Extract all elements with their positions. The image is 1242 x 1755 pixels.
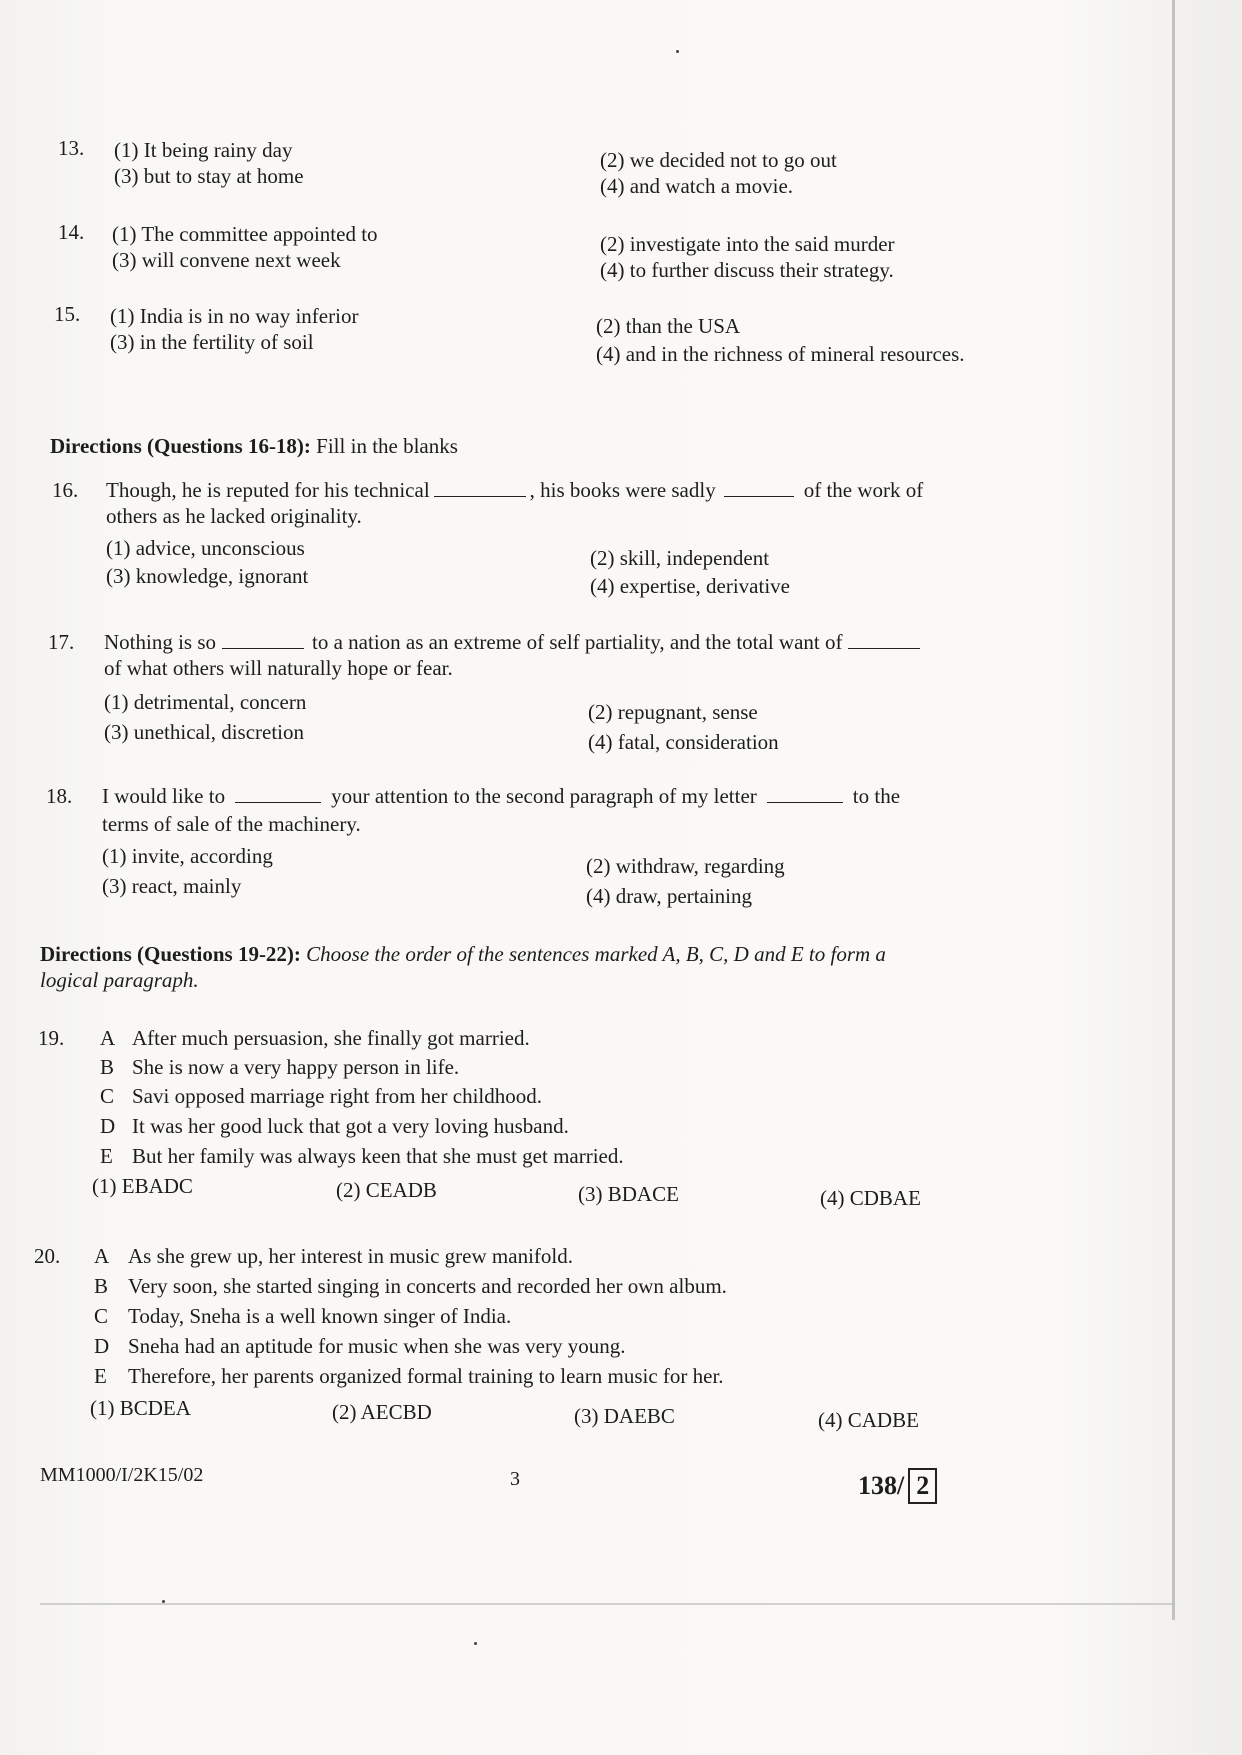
question-number: 20. (34, 1244, 61, 1268)
question-text-line-1 (106, 476, 923, 504)
directions-19-22 (40, 940, 886, 968)
answer-option-2: (2) CEADB (336, 1178, 437, 1202)
option-3: (3) knowledge, ignorant (106, 564, 309, 588)
sentence-letter: C (94, 1304, 109, 1328)
option-2: (2) investigate into the said murder (600, 232, 895, 256)
sentence-text: Very soon, she started singing in concerts and recorded her own album. (128, 1274, 727, 1298)
scan-speck (162, 1600, 165, 1603)
sentence-text: Therefore, her parents organized formal training to learn music for her. (128, 1364, 724, 1388)
sentence-letter: B (100, 1055, 115, 1079)
option-2: (2) than the USA (596, 314, 741, 338)
option-4: (4) and watch a movie. (600, 174, 794, 198)
question-number: 18. (46, 784, 73, 808)
blank (222, 628, 304, 649)
option-1: (1) It being rainy day (114, 138, 293, 162)
series-prefix: 138/ (858, 1471, 905, 1500)
scan-edge-bottom (40, 1603, 1175, 1605)
series-number (858, 1468, 937, 1504)
answer-option-3: (3) BDACE (578, 1182, 679, 1206)
sentence-letter: B (94, 1274, 109, 1298)
directions-label: Directions (Questions 16-18): (50, 434, 311, 458)
sentence-text: She is now a very happy person in life. (132, 1055, 460, 1079)
text-segment: Though, he is reputed for his technical (106, 478, 430, 502)
answer-option-4: (4) CDBAE (820, 1186, 921, 1210)
question-17 (48, 628, 1168, 758)
directions-text-line-1: Choose the order of the sentences marked A, B, C, D and E to form a (300, 942, 886, 966)
option-4: (4) expertise, derivative (590, 574, 790, 598)
question-19 (38, 1024, 1158, 1214)
question-14 (58, 218, 1158, 288)
option-3: (3) unethical, discretion (104, 720, 305, 744)
sentence-text: Today, Sneha is a well known singer of India. (128, 1304, 512, 1328)
blank (767, 782, 843, 803)
option-1: (1) advice, unconscious (106, 536, 305, 560)
text-segment: , his books were sadly (529, 478, 716, 502)
directions-19-22-line-2 (40, 966, 199, 994)
sentence-letter: E (94, 1364, 107, 1388)
page-number: 3 (510, 1468, 520, 1490)
question-15 (54, 300, 1154, 370)
sentence-letter: A (94, 1244, 110, 1268)
answer-option-1: (1) BCDEA (90, 1396, 191, 1420)
sentence-letter: D (100, 1114, 116, 1138)
option-3: (3) in the fertility of soil (110, 330, 314, 354)
scan-speck (474, 1642, 477, 1645)
sentence-letter: E (100, 1144, 113, 1168)
paper-code: MM1000/I/2K15/02 (40, 1464, 204, 1486)
question-number: 15. (54, 302, 81, 326)
directions-text: Fill in the blanks (310, 434, 458, 458)
sentence-text: Sneha had an aptitude for music when she was very young. (128, 1334, 626, 1358)
question-18 (46, 782, 1176, 912)
sentence-text: After much persuasion, she finally got married. (132, 1026, 530, 1050)
text-segment: to a nation as an extreme of self partiality, and the total want of (312, 630, 843, 654)
option-1: (1) invite, according (102, 844, 273, 868)
directions-text-line-2: logical paragraph. (40, 968, 199, 992)
option-4: (4) to further discuss their strategy. (600, 258, 894, 282)
sentence-letter: D (94, 1334, 110, 1358)
option-4: (4) draw, pertaining (586, 884, 752, 908)
scan-speck (676, 50, 679, 53)
question-text-line-2: others as he lacked originality. (106, 504, 362, 528)
option-1: (1) The committee appointed to (112, 222, 378, 246)
option-3: (3) react, mainly (102, 874, 242, 898)
sentence-letter: A (100, 1026, 116, 1050)
answer-option-3: (3) DAEBC (574, 1404, 675, 1428)
option-2: (2) repugnant, sense (588, 700, 758, 724)
text-segment: I would like to (102, 784, 226, 808)
option-4: (4) and in the richness of mineral resources. (596, 342, 965, 366)
question-text-line-1 (104, 628, 924, 656)
question-number: 13. (58, 136, 85, 160)
sentence-text: Savi opposed marriage right from her childhood. (132, 1084, 542, 1108)
text-segment: Nothing is so (104, 630, 217, 654)
option-3: (3) but to stay at home (114, 164, 304, 188)
answer-option-1: (1) EBADC (92, 1174, 193, 1198)
option-1: (1) India is in no way inferior (110, 304, 359, 328)
blank (235, 782, 321, 803)
sentence-text: But her family was always keen that she must get married. (132, 1144, 624, 1168)
option-2: (2) skill, independent (590, 546, 770, 570)
question-13 (58, 134, 1158, 204)
answer-option-4: (4) CADBE (818, 1408, 919, 1432)
question-text-line-2: terms of sale of the machinery. (102, 812, 361, 836)
question-20 (34, 1242, 1154, 1432)
text-segment: of the work of (803, 478, 924, 502)
question-number: 19. (38, 1026, 65, 1050)
directions-label: Directions (Questions 19-22): (40, 942, 301, 966)
blank (724, 476, 794, 497)
sentence-letter: C (100, 1084, 115, 1108)
question-text-line-2: of what others will naturally hope or fear. (104, 656, 453, 680)
question-number: 16. (52, 478, 79, 502)
question-16 (52, 476, 1172, 596)
text-segment: your attention to the second paragraph of my letter (331, 784, 757, 808)
text-segment: to the (852, 784, 901, 808)
sentence-text: As she grew up, her interest in music grew manifold. (128, 1244, 573, 1268)
series-box: 2 (908, 1468, 937, 1504)
question-number: 14. (58, 220, 85, 244)
option-1: (1) detrimental, concern (104, 690, 307, 714)
blank (434, 476, 526, 497)
option-2: (2) withdraw, regarding (586, 854, 785, 878)
answer-option-2: (2) AECBD (332, 1400, 432, 1424)
directions-16-18 (50, 432, 458, 460)
option-3: (3) will convene next week (112, 248, 341, 272)
question-text-line-1 (102, 782, 900, 810)
option-2: (2) we decided not to go out (600, 148, 837, 172)
question-number: 17. (48, 630, 75, 654)
blank (848, 628, 920, 649)
option-4: (4) fatal, consideration (588, 730, 779, 754)
sentence-text: It was her good luck that got a very loving husband. (132, 1114, 569, 1138)
